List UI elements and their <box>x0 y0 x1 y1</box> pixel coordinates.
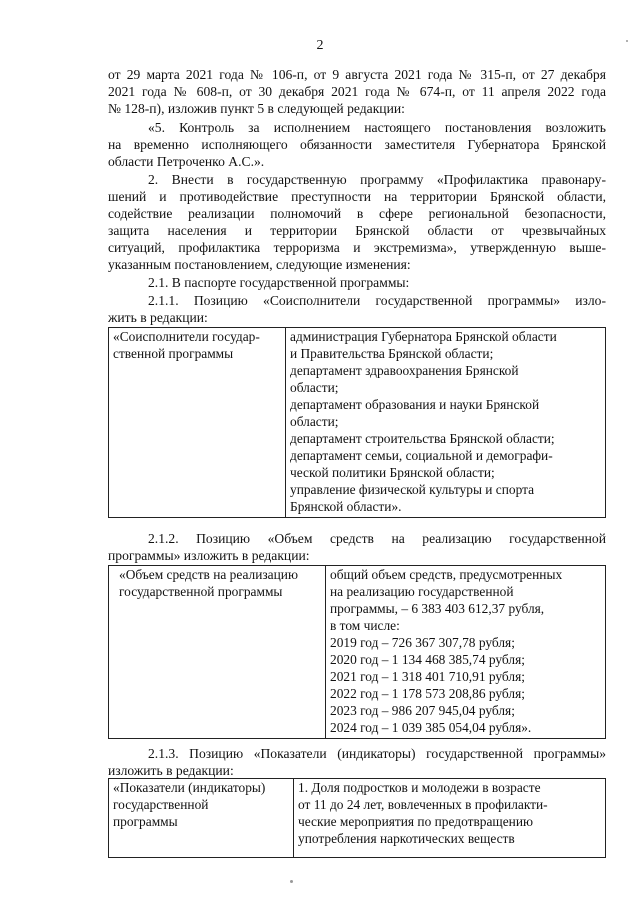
cell-text: 2019 год – 726 367 307,78 рубля; <box>330 635 515 650</box>
cell-text: 1. Доля подростков и молодежи в возрасте <box>298 780 541 795</box>
cell-text: 2020 год – 1 134 468 385,74 рубля; <box>330 652 525 667</box>
indicators-table <box>108 778 606 858</box>
cell-text: в том числе: <box>330 618 400 633</box>
text-line: изложить в редакции: <box>108 763 234 778</box>
cell-text: области; <box>290 414 339 429</box>
cell-text: области; <box>290 380 339 395</box>
text-line: 2021 года № 608-п, от 30 декабря 2021 года № 674-п, от 11 апреля 2022 года <box>108 84 606 99</box>
table-value-cell <box>294 779 606 858</box>
cell-text: «Объем средств на реализацию <box>119 567 298 582</box>
scan-speck <box>626 40 628 42</box>
cell-text: ческой политики Брянской области; <box>290 465 495 480</box>
cell-text: 2024 год – 1 039 385 054,04 рубля». <box>330 720 532 735</box>
cell-text: «Соисполнители государ- <box>113 329 260 344</box>
cell-text: управление физической культуры и спорта <box>290 482 535 497</box>
cell-text: программы, – 6 383 403 612,37 рубля, <box>330 601 545 616</box>
text-line: жить в редакции: <box>108 310 208 325</box>
text-line: программы» изложить в редакции: <box>108 548 310 563</box>
text-line: содействие реализации полномочий в сфере региональной безопасности, <box>108 206 606 221</box>
cell-text: Брянской области». <box>290 499 402 514</box>
text-line: указанным постановлением, следующие изменения: <box>108 257 411 272</box>
text-line: 2. Внести в государственную программу «Профилактика правонару- <box>148 172 606 187</box>
table-label-cell <box>109 779 294 858</box>
cell-text: департамент образования и науки Брянской <box>290 397 540 412</box>
text-line: шений и противодействие преступности на территории Брянской области, <box>108 189 606 204</box>
cell-text: «Показатели (индикаторы) <box>113 780 266 795</box>
cell-text: 2021 год – 1 318 401 710,91 рубля; <box>330 669 525 684</box>
cell-text: администрация Губернатора Брянской области <box>290 329 557 344</box>
cell-text: ческие мероприятия по предотвращению <box>298 814 534 829</box>
text-line: 2.1.2. Позицию «Объем средств на реализацию государственной <box>148 531 606 546</box>
table-label-cell <box>109 328 286 518</box>
text-line: защита населения и территории Брянской области от чрезвычайных <box>108 223 606 238</box>
cell-text: программы <box>113 814 178 829</box>
cell-text: государственной программы <box>119 584 283 599</box>
text-line: 2.1.3. Позицию «Показатели (индикаторы) государственной программы» <box>148 746 606 761</box>
cell-text: департамент здравоохранения Брянской <box>290 363 519 378</box>
cell-text: департамент семьи, социальной и демографи- <box>290 448 553 463</box>
cell-text: от 11 до 24 лет, вовлеченных в профилакти- <box>298 797 548 812</box>
table-value-cell <box>326 566 606 739</box>
cell-text: 2023 год – 986 207 945,04 рубля; <box>330 703 515 718</box>
text-line: от 29 марта 2021 года № 106-п, от 9 августа 2021 года № 315-п, от 27 декабря <box>108 67 606 82</box>
cell-text: и Правительства Брянской области; <box>290 346 494 361</box>
funding-table <box>108 565 606 739</box>
table-value-cell <box>286 328 606 518</box>
coexecutors-table <box>108 327 606 518</box>
text-line: 2.1. В паспорте государственной программы: <box>148 275 410 290</box>
cell-text: употребления наркотических веществ <box>298 831 515 846</box>
cell-text: общий объем средств, предусмотренных <box>330 567 563 582</box>
table-label-cell <box>109 566 326 739</box>
cell-text: 2022 год – 1 178 573 208,86 рубля; <box>330 686 525 701</box>
cell-text: ственной программы <box>113 346 234 361</box>
scan-speck <box>290 880 293 883</box>
text-line: «5. Контроль за исполнением настоящего постановления возложить <box>148 120 606 135</box>
cell-text: государственной <box>113 797 209 812</box>
cell-text: департамент строительства Брянской области; <box>290 431 555 446</box>
text-line: ситуаций, профилактика терроризма и экстремизма», утвержденную выше- <box>108 240 606 255</box>
cell-text: на реализацию государственной <box>330 584 514 599</box>
text-line: 2.1.1. Позицию «Соисполнители государственной программы» изло- <box>148 293 606 308</box>
text-line: области Петроченко А.С.». <box>108 154 265 169</box>
page-number: 2 <box>316 38 324 53</box>
text-line: № 128-п), изложив пункт 5 в следующей редакции: <box>108 101 405 116</box>
text-line: на временно исполняющего обязанности заместителя Губернатора Брянской <box>108 137 606 152</box>
